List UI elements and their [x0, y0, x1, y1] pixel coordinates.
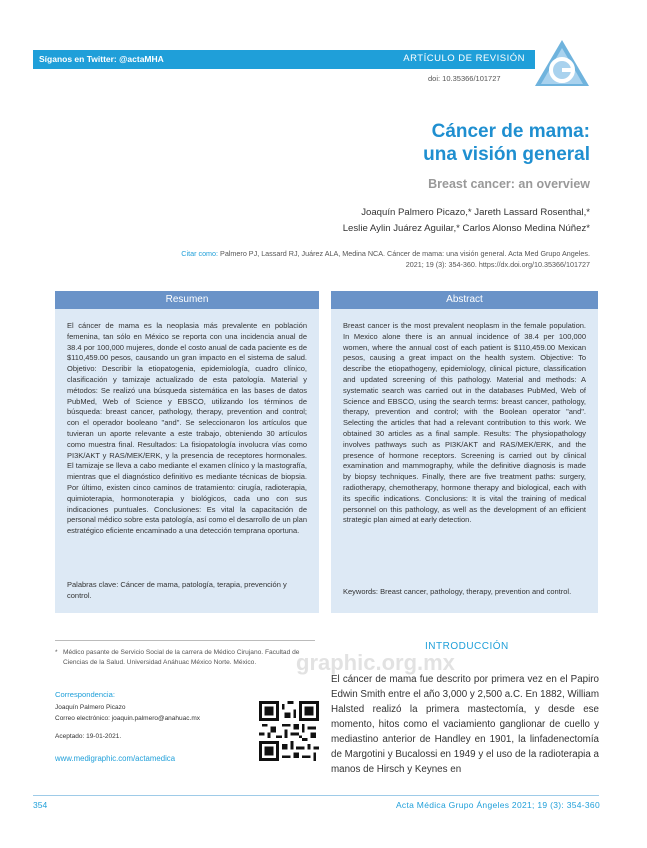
accepted-date: Aceptado: 19-01-2021.: [55, 733, 122, 740]
qr-code-icon[interactable]: [259, 701, 319, 761]
article-subtitle: Breast cancer: an overview: [428, 177, 590, 191]
journal-logo-icon: [533, 38, 591, 88]
citation-text: Palmero PJ, Lassard RJ, Juárez ALA, Medina NCA. Cáncer de mama: una visión general. Acta Med Grupo Angeles. 2021; 19 (3): 354-360. https://dx.doi.org/10.35366/101727: [220, 249, 590, 269]
authors-line-2: Leslie Aylin Juárez Aguilar,* Carlos Alonso Medina Núñez*: [342, 223, 590, 234]
citation-label: Citar como:: [181, 249, 219, 258]
abstract-keywords: Keywords: Breast cancer, pathology, therapy, prevention and control.: [343, 587, 572, 596]
correspondence-title: Correspondencia:: [55, 690, 115, 699]
authors: [150, 205, 590, 237]
abstract-body: Breast cancer is the most prevalent neoplasm in the female population. In Mexico alone there is an annual incidence of 38.4 per 100,000 women, where the annual cost of each patient is $110,459.00 Mexican pesos, causing a great impact on the health system. Objective: To describe the etiopathogeny, epidemiology, clinical picture, classification and updated screening of this pathology. Material and methods: A systematic search was carried out in the databases PubMed, Web of Science and EBSCO, using the search terms: breast cancer, pathology, therapy, prevention and control; with the Boolean operator "and". Selecting the articles that had a relevant contribution to this work. We obtained 30 articles as a final sample. Results: The physiopathology involves pathways such as PI3K/AKT and RAS/MEK/ERK, and the presence of hormone receptors. Screening is carried out by clinical examination and mammography, while the definitive diagnosis is made by biopsy techniques. Finally, there are five treatment paths: surgery, radiotherapy, chemotherapy, hormone therapy and biological, each with its specific indications. Conclusions: It is vital the training of medical personnel on this pathology, as well as the development of an efficient strategic plan aimed at early detection.: [343, 321, 586, 525]
resumen-body: El cáncer de mama es la neoplasia más prevalente en población femenina, tan sólo en México se reporta con una incidencia anual de 38.4 por 100,000 mujeres, donde el costo anual de cada paciente es de $110,459.00 pesos, causando un gran impacto en el sistema de salud. Objetivo: Describir la etiopatogenia, epidemiología, cuadro clínico, clasificación y tamizaje actualizado de esta patología. Material y métodos: Se realizó una búsqueda sistemática en las bases de datos PubMed, Web of Science y EBSCO, utilizando los términos de búsqueda: breast cancer, pathology, therapy, prevention and control; con el operador booleano "and". Se seleccionaron los artículos que tuvieran un aporte relevante a este trabajo, obteniendo 30 artículos como muestra final. Resultados: La fisiopatología involucra vías como PI3K/AKT y RAS/MEK/ERK, y la presencia de receptores hormonales. El tamizaje se lleva a cabo mediante el examen clínico y la mastografía, mientras que el diagnóstico definitivo es mediante técnicas de biopsia. Por último, existen cinco caminos de tratamiento: cirugía, radioterapia, quimioterapia, hormonoterapia y biológicos, cada uno con sus indicaciones puntuales. Conclusiones: Es vital la capacitación de personal médico sobre esta patología, así como el desarrollo de un plan estratégico eficiente encaminado a una detección temprana oportuna.: [67, 321, 307, 536]
resumen-keywords: Palabras clave: Cáncer de mama, patología, terapia, prevención y control.: [67, 580, 287, 600]
twitter-link[interactable]: Síganos en Twitter: @actaMHA: [39, 54, 164, 64]
page-number: 354: [33, 800, 48, 810]
resumen-box: [55, 291, 319, 613]
doi-text[interactable]: doi: 10.35366/101727: [428, 74, 501, 83]
correspondence-email[interactable]: Correo electrónico: joaquin.palmero@anahuac.mx: [55, 715, 200, 722]
top-banner: [33, 50, 535, 69]
resumen-header: Resumen: [55, 291, 319, 309]
journal-footer: Acta Médica Grupo Ángeles 2021; 19 (3): 354-360: [395, 800, 600, 810]
citation: [170, 248, 590, 270]
intro-heading: INTRODUCCIÓN: [425, 641, 509, 652]
website-link[interactable]: www.medigraphic.com/actamedica: [55, 754, 176, 763]
intro-text: El cáncer de mama fue descrito por primera vez en el Papiro Edwin Smith entre el año 3,000 y 2,500 a.C. En 1882, William Halsted realizó la primera mastectomía, y desde ese momento, hitos como el vaciamiento ganglionar de cuello y mediastino anterior de Handley en 1901, la linfadenectomía de Margotini y Bucalossi en 1949 y el uso de la radioterapia a manos de Hirsch y Keynes en: [331, 674, 599, 775]
footer-divider: [33, 795, 599, 796]
abstract-header: Abstract: [331, 291, 598, 309]
affiliation-footnote: [55, 648, 325, 667]
footnote-text: Médico pasante de Servicio Social de la carrera de Médico Cirujano. Facultad de Ciencias de la Salud. Universidad Anáhuac México Norte. México.: [63, 649, 300, 666]
title-line-1: Cáncer de mama:: [431, 121, 590, 142]
correspondence-name: Joaquín Palmero Picazo: [55, 704, 126, 711]
article-title: [423, 120, 590, 166]
abstract-box: [331, 291, 598, 613]
footnote-divider: [55, 640, 315, 641]
article-type-label: ARTÍCULO DE REVISIÓN: [403, 53, 525, 64]
footnote-star: *: [55, 649, 58, 656]
title-line-2: una visión general: [423, 144, 590, 165]
correspondence-details: [55, 702, 200, 724]
authors-line-1: Joaquín Palmero Picazo,* Jareth Lassard Rosenthal,*: [361, 207, 590, 218]
watermark: graphic.org.mx: [296, 650, 455, 675]
